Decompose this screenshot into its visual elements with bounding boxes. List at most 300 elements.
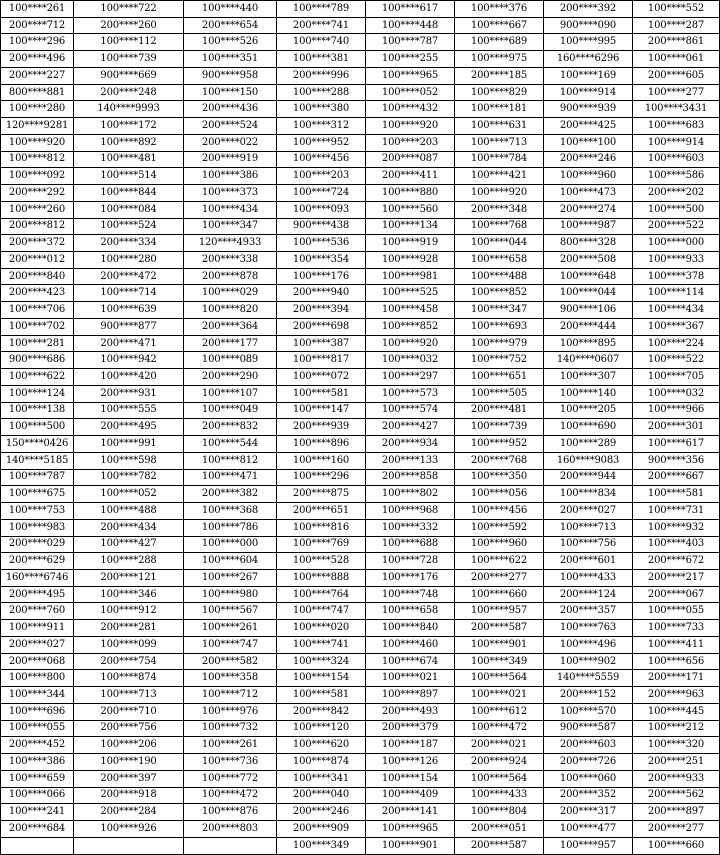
table-cell: 100****690 (544, 419, 633, 436)
table-cell: 200****022 (184, 134, 277, 151)
table-row (1, 34, 720, 51)
table-cell: 100****277 (633, 84, 720, 101)
table-cell: 100****112 (74, 34, 184, 51)
table-cell: 200****423 (1, 285, 74, 302)
table-cell: 200****411 (366, 168, 455, 185)
table-cell: 200****587 (455, 620, 544, 637)
table-row (1, 837, 720, 854)
table-cell: 100****713 (455, 134, 544, 151)
table-cell: 100****952 (277, 134, 366, 151)
table-cell: 100****639 (74, 302, 184, 319)
table-cell: 200****933 (633, 770, 720, 787)
table-cell: 100****434 (184, 201, 277, 218)
table-row (1, 653, 720, 670)
table-cell: 100****844 (74, 185, 184, 202)
table-row (1, 603, 720, 620)
table-cell: 100****456 (277, 151, 366, 168)
table-cell: 200****352 (544, 787, 633, 804)
table-cell: 100****603 (633, 151, 720, 168)
table-cell: 100****693 (455, 318, 544, 335)
table-cell: 100****834 (544, 486, 633, 503)
table-cell: 100****381 (277, 51, 366, 68)
table-cell: 200****754 (74, 653, 184, 670)
table-cell: 200****248 (74, 84, 184, 101)
table-cell: 100****991 (74, 436, 184, 453)
table-cell: 200****348 (455, 201, 544, 218)
table-cell: 200****832 (184, 419, 277, 436)
table-cell: 100****895 (544, 335, 633, 352)
table-cell: 100****044 (455, 235, 544, 252)
table-row (1, 318, 720, 335)
table-cell: 100****021 (455, 687, 544, 704)
table-cell: 100****688 (366, 536, 455, 553)
table-cell: 100****741 (277, 636, 366, 653)
table-cell: 200****601 (544, 553, 633, 570)
table-cell: 100****802 (366, 486, 455, 503)
table-cell: 100****914 (544, 84, 633, 101)
table-row (1, 17, 720, 34)
table-cell: 200****651 (277, 503, 366, 520)
table-cell: 100****000 (184, 536, 277, 553)
table-row (1, 586, 720, 603)
table-cell: 100****656 (633, 653, 720, 670)
table-cell: 100****975 (455, 51, 544, 68)
table-cell: 100****574 (366, 402, 455, 419)
table-cell: 200****684 (1, 820, 74, 837)
table-cell: 100****748 (366, 586, 455, 603)
table-cell: 100****659 (1, 770, 74, 787)
table-cell: 200****963 (633, 687, 720, 704)
table-cell: 100****874 (74, 670, 184, 687)
table-cell: 100****660 (633, 837, 720, 854)
table-row (1, 687, 720, 704)
table-cell: 200****029 (1, 536, 74, 553)
table-cell: 100****536 (277, 235, 366, 252)
table-cell: 100****368 (184, 503, 277, 520)
table-cell: 200****654 (184, 17, 277, 34)
table-cell: 100****712 (184, 687, 277, 704)
table-cell: 100****378 (633, 268, 720, 285)
table-cell: 100****598 (74, 452, 184, 469)
table-row (1, 84, 720, 101)
table-cell: 200****177 (184, 335, 277, 352)
table-cell: 100****154 (366, 770, 455, 787)
table-cell: 100****471 (184, 469, 277, 486)
table-cell: 200****495 (1, 586, 74, 603)
table-cell: 100****445 (633, 703, 720, 720)
table-cell: 100****061 (633, 51, 720, 68)
table-cell: 100****702 (1, 318, 74, 335)
table-cell: 100****920 (366, 118, 455, 135)
table-cell: 100****522 (633, 352, 720, 369)
table-cell: 100****617 (633, 436, 720, 453)
table-cell: 100****224 (633, 335, 720, 352)
table-cell: 100****622 (1, 369, 74, 386)
table-cell: 100****287 (633, 17, 720, 34)
table-cell: 100****347 (184, 218, 277, 235)
table-cell: 200****012 (1, 252, 74, 269)
table-cell: 100****995 (544, 34, 633, 51)
table-cell: 100****952 (455, 436, 544, 453)
table-cell: 100****800 (1, 670, 74, 687)
table-cell: 100****816 (277, 519, 366, 536)
table-row (1, 185, 720, 202)
table-cell: 100****433 (544, 569, 633, 586)
table-cell: 200****027 (1, 636, 74, 653)
table-cell: 100****288 (74, 553, 184, 570)
table-row (1, 519, 720, 536)
table-row (1, 436, 720, 453)
table-cell: 100****187 (366, 737, 455, 754)
table-cell: 100****763 (544, 620, 633, 637)
table-cell: 200****379 (366, 720, 455, 737)
table-cell: 200****251 (633, 754, 720, 771)
table-cell: 100****203 (277, 168, 366, 185)
table-cell: 100****100 (544, 134, 633, 151)
table-cell: 100****840 (366, 620, 455, 637)
table-cell: 100****358 (184, 670, 277, 687)
table-cell: 100****190 (74, 754, 184, 771)
table-cell: 100****674 (366, 653, 455, 670)
table-cell: 100****307 (544, 369, 633, 386)
table-row (1, 168, 720, 185)
table-cell: 100****092 (1, 168, 74, 185)
table-cell: 800****881 (1, 84, 74, 101)
table-row (1, 218, 720, 235)
table-row (1, 268, 720, 285)
table-row (1, 820, 720, 837)
table-cell: 100****373 (184, 185, 277, 202)
table-cell: 100****920 (366, 335, 455, 352)
table-row (1, 703, 720, 720)
table-cell: 200****741 (277, 17, 366, 34)
table-cell: 200****858 (366, 469, 455, 486)
table-cell: 100****957 (455, 603, 544, 620)
table-cell: 200****334 (74, 235, 184, 252)
table-cell: 200****382 (184, 486, 277, 503)
table-cell: 100****612 (455, 703, 544, 720)
table-row (1, 134, 720, 151)
table-cell: 200****051 (455, 820, 544, 837)
table-cell: 100****140 (544, 385, 633, 402)
table-cell: 100****473 (544, 185, 633, 202)
table-cell: 200****227 (1, 67, 74, 84)
table-cell: 100****968 (366, 503, 455, 520)
table-cell: 100****733 (633, 620, 720, 637)
table-cell: 900****958 (184, 67, 277, 84)
table-cell: 100****914 (633, 134, 720, 151)
table-cell: 900****877 (74, 318, 184, 335)
table-cell: 100****581 (633, 486, 720, 503)
table-cell: 100****169 (544, 67, 633, 84)
table-cell: 100****752 (455, 352, 544, 369)
table-cell: 140****9993 (74, 101, 184, 118)
table-cell: 100****514 (74, 168, 184, 185)
table-cell: 100****411 (633, 636, 720, 653)
table-cell: 100****648 (544, 268, 633, 285)
table-cell: 100****261 (184, 737, 277, 754)
table-cell: 100****756 (544, 536, 633, 553)
table-cell: 200****710 (74, 703, 184, 720)
table-cell: 100****044 (544, 285, 633, 302)
table-row (1, 302, 720, 319)
table-cell: 200****427 (366, 419, 455, 436)
table-cell: 100****288 (277, 84, 366, 101)
table-cell: 200****357 (544, 603, 633, 620)
table-cell: 100****705 (633, 369, 720, 386)
table-cell: 100****604 (184, 553, 277, 570)
table-cell: 100****488 (74, 503, 184, 520)
table-cell: 200****493 (366, 703, 455, 720)
table-row (1, 252, 720, 269)
table-cell: 200****495 (74, 419, 184, 436)
table-cell: 100****769 (277, 536, 366, 553)
table-cell: 100****341 (277, 770, 366, 787)
table-cell: 100****911 (1, 620, 74, 637)
table-cell: 100****965 (366, 820, 455, 837)
table-cell: 100****093 (277, 201, 366, 218)
table-cell: 100****138 (1, 402, 74, 419)
table-cell: 200****171 (633, 670, 720, 687)
table-cell: 200****185 (455, 67, 544, 84)
table-cell: 900****686 (1, 352, 74, 369)
table-cell: 100****764 (277, 586, 366, 603)
table-cell: 200****897 (633, 804, 720, 821)
table-cell: 200****202 (633, 185, 720, 202)
table-cell: 100****920 (1, 134, 74, 151)
table-cell: 100****367 (633, 318, 720, 335)
table-cell: 100****564 (455, 670, 544, 687)
table-cell: 100****675 (1, 486, 74, 503)
table-cell: 100****147 (277, 402, 366, 419)
table-cell: 100****181 (455, 101, 544, 118)
table-cell: 100****812 (1, 151, 74, 168)
table-cell: 100****456 (455, 503, 544, 520)
table-cell: 200****996 (277, 67, 366, 84)
table-cell: 100****658 (455, 252, 544, 269)
table-cell: 100****403 (633, 536, 720, 553)
table-cell: 200****217 (633, 569, 720, 586)
table-cell: 120****9281 (1, 118, 74, 135)
table-cell: 100****888 (277, 569, 366, 586)
table-cell: 100****965 (366, 67, 455, 84)
table-cell: 100****812 (184, 452, 277, 469)
table-cell: 100****573 (366, 385, 455, 402)
table-cell: 200****812 (1, 218, 74, 235)
table-cell: 100****066 (1, 787, 74, 804)
table-cell: 100****880 (366, 185, 455, 202)
table-cell: 100****567 (184, 603, 277, 620)
table-cell: 100****324 (277, 653, 366, 670)
table-row (1, 670, 720, 687)
table-cell: 200****524 (184, 118, 277, 135)
table-cell: 200****394 (277, 302, 366, 319)
table-cell: 200****434 (74, 519, 184, 536)
table-row (1, 151, 720, 168)
table-cell: 200****562 (633, 787, 720, 804)
table-cell: 100****525 (366, 285, 455, 302)
table-cell: 200****934 (366, 436, 455, 453)
table-cell: 200****027 (544, 503, 633, 520)
table-row (1, 536, 720, 553)
table-cell: 100****631 (455, 118, 544, 135)
table-cell: 100****714 (74, 285, 184, 302)
table-cell: 900****587 (544, 720, 633, 737)
table-cell: 100****055 (633, 603, 720, 620)
table-cell: 100****728 (366, 553, 455, 570)
table-cell: 100****349 (277, 837, 366, 854)
table-cell: 100****500 (1, 419, 74, 436)
table-cell: 200****444 (544, 318, 633, 335)
table-cell: 200****040 (277, 787, 366, 804)
table-cell: 100****960 (544, 168, 633, 185)
table-cell: 100****350 (455, 469, 544, 486)
table-cell: 100****267 (184, 569, 277, 586)
table-cell: 100****099 (74, 636, 184, 653)
table-cell: 140****5559 (544, 670, 633, 687)
table-cell: 100****897 (366, 687, 455, 704)
table-cell: 100****852 (455, 285, 544, 302)
table-cell: 100****261 (1, 1, 74, 18)
table-cell (74, 837, 184, 854)
table-cell: 200****338 (184, 252, 277, 269)
table-cell: 100****488 (455, 268, 544, 285)
table-cell: 200****141 (366, 804, 455, 821)
table-cell: 200****840 (1, 268, 74, 285)
table-cell: 100****203 (366, 134, 455, 151)
table-cell: 100****724 (277, 185, 366, 202)
table-row (1, 335, 720, 352)
table-cell: 100****896 (277, 436, 366, 453)
table-cell: 100****901 (366, 837, 455, 854)
table-cell: 100****460 (366, 636, 455, 653)
table-cell: 100****472 (184, 787, 277, 804)
table-cell: 900****438 (277, 218, 366, 235)
table-cell: 100****928 (366, 252, 455, 269)
table-cell: 200****246 (544, 151, 633, 168)
table-cell: 100****296 (277, 469, 366, 486)
table-cell: 200****281 (74, 620, 184, 637)
table-cell: 100****052 (74, 486, 184, 503)
table-cell: 100****902 (544, 653, 633, 670)
table-cell: 100****332 (366, 519, 455, 536)
table-cell: 100****987 (544, 218, 633, 235)
table-row (1, 101, 720, 118)
table-cell: 200****712 (1, 17, 74, 34)
table-row (1, 352, 720, 369)
table-cell: 100****496 (544, 636, 633, 653)
table-cell: 100****722 (74, 1, 184, 18)
table-cell: 100****280 (1, 101, 74, 118)
table-cell: 900****939 (544, 101, 633, 118)
table-cell: 100****787 (366, 34, 455, 51)
table-row (1, 385, 720, 402)
table-cell: 100****747 (184, 636, 277, 653)
table-row (1, 804, 720, 821)
table-cell: 150****0426 (1, 436, 74, 453)
table-cell: 100****020 (277, 620, 366, 637)
table-cell (1, 837, 74, 854)
table-cell: 100****544 (184, 436, 277, 453)
table-cell: 100****205 (544, 402, 633, 419)
table-cell: 900****090 (544, 17, 633, 34)
table-cell: 200****124 (544, 586, 633, 603)
table-cell: 100****380 (277, 101, 366, 118)
table-cell: 100****427 (74, 536, 184, 553)
table-cell: 100****555 (74, 402, 184, 419)
table-cell: 200****021 (455, 737, 544, 754)
table-cell: 100****581 (277, 385, 366, 402)
table-cell: 100****3431 (633, 101, 720, 118)
table-cell: 100****706 (1, 302, 74, 319)
table-cell: 100****736 (184, 754, 277, 771)
table-cell: 200****392 (544, 1, 633, 18)
table-body (1, 1, 720, 855)
table-cell: 100****289 (544, 436, 633, 453)
table-cell: 200****452 (1, 737, 74, 754)
table-cell: 100****689 (455, 34, 544, 51)
table-cell: 100****150 (184, 84, 277, 101)
table-cell: 100****320 (633, 737, 720, 754)
table-cell: 100****696 (1, 703, 74, 720)
table-cell: 200****878 (184, 268, 277, 285)
table-cell: 200****587 (455, 837, 544, 854)
table-row (1, 636, 720, 653)
table-cell: 100****346 (74, 586, 184, 603)
table-cell: 100****472 (455, 720, 544, 737)
table-cell: 100****524 (74, 218, 184, 235)
table-cell: 200****121 (74, 569, 184, 586)
table-cell: 100****983 (1, 519, 74, 536)
table-cell: 200****133 (366, 452, 455, 469)
table-cell: 100****713 (74, 687, 184, 704)
table-cell: 200****939 (277, 419, 366, 436)
table-cell: 100****134 (366, 218, 455, 235)
table-cell: 100****980 (184, 586, 277, 603)
table-cell: 100****564 (455, 770, 544, 787)
table-cell: 100****212 (633, 720, 720, 737)
table-cell: 100****481 (74, 151, 184, 168)
table-cell: 100****448 (366, 17, 455, 34)
table-cell: 100****458 (366, 302, 455, 319)
table-row (1, 118, 720, 135)
table-cell: 100****351 (184, 51, 277, 68)
table-cell: 100****592 (455, 519, 544, 536)
table-cell: 100****658 (366, 603, 455, 620)
table-cell: 200****068 (1, 653, 74, 670)
table-row (1, 503, 720, 520)
table-cell: 100****942 (74, 352, 184, 369)
table-row (1, 553, 720, 570)
table-cell: 100****960 (455, 536, 544, 553)
table-cell: 100****739 (455, 419, 544, 436)
table-row (1, 419, 720, 436)
table-cell: 100****241 (1, 804, 74, 821)
table-cell: 200****672 (633, 553, 720, 570)
table-row (1, 369, 720, 386)
table-row (1, 285, 720, 302)
table-cell: 200****582 (184, 653, 277, 670)
table-cell: 100****560 (366, 201, 455, 218)
table-cell: 200****667 (633, 469, 720, 486)
table-cell: 100****820 (184, 302, 277, 319)
table-cell: 100****683 (633, 118, 720, 135)
table-cell: 200****277 (455, 569, 544, 586)
table-cell: 100****312 (277, 118, 366, 135)
table-cell: 100****892 (74, 134, 184, 151)
table-row (1, 486, 720, 503)
table-cell: 100****731 (633, 503, 720, 520)
